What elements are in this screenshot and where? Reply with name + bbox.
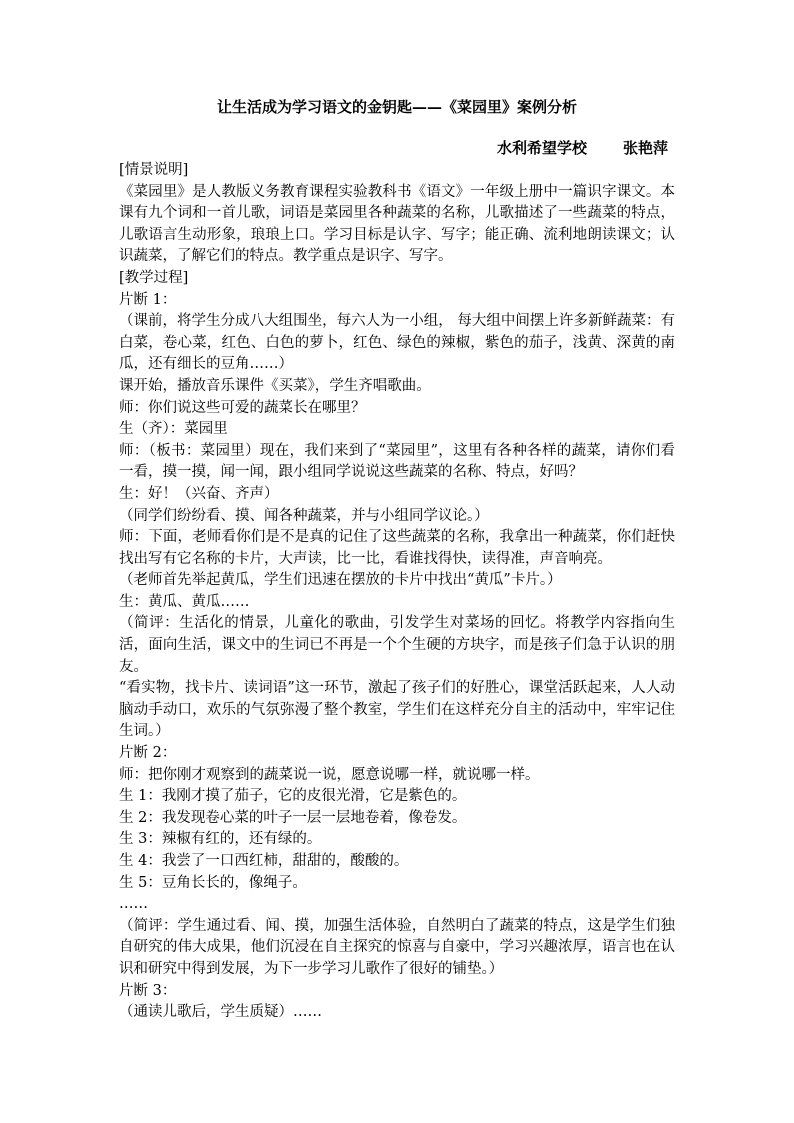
author-name: 张艳萍 <box>622 139 668 157</box>
paragraph: （同学们纷纷看、摸、闻各种蔬菜，并与小组同学议论。） <box>119 507 489 524</box>
section-heading-scenario: [情景说明] <box>119 162 189 178</box>
paragraph: 生（齐）：菜园里 <box>119 421 228 438</box>
paragraph: 师：下面，老师看你们是不是真的记住了这些蔬菜的名称，我拿出一种蔬菜，你们赶快找出写有它名称的卡片，大声读，比一比，看谁找得快，读得准，声音响亮。 <box>119 529 675 567</box>
segment-2-heading: 片断 2： <box>119 745 177 762</box>
paragraph: 师：把你刚才观察到的蔬菜说一说，愿意说哪一样，就说哪一样。 <box>119 766 540 783</box>
paragraph: 生 2：我发现卷心菜的叶子一层一层地卷着，像卷发。 <box>119 809 467 826</box>
paragraph: 生：黄瓜、黄瓜…… <box>119 593 250 610</box>
paragraph: （老师首先举起黄瓜，学生们迅速在摆放的卡片中找出“黄瓜”卡片。） <box>119 572 562 589</box>
document-title: 让生活成为学习语文的金钥匙——《菜园里》案例分析 <box>216 98 577 116</box>
paragraph: 课开始，播放音乐课件《买菜》，学生齐唱歌曲。 <box>119 377 431 394</box>
section-heading-process: [教学过程] <box>119 269 189 286</box>
paragraph: 生 1：我刚才摸了茄子，它的皮很光滑，它是紫色的。 <box>119 788 467 805</box>
paragraph: （通读儿歌后，学生质疑）…… <box>119 1004 322 1021</box>
comment-paragraph: （简评：学生通过看、闻、摸，加强生活体验，自然明白了蔬菜的特点，这是学生们独自研究的伟大成果，他们沉浸在自主探究的惊喜与自豪中，学习兴趣浓厚，语言也在认识和研究中得到发展，为下一步学习儿歌作了很好的铺垫。） <box>119 917 675 977</box>
paragraph: 生 5：豆角长长的，像绳子。 <box>119 874 307 891</box>
segment-1-heading: 片断 1： <box>119 291 177 308</box>
paragraph: 生 4：我尝了一口西红柿，甜甜的，酸酸的。 <box>119 853 409 869</box>
paragraph-intro: 《菜园里》是人教版义务教育课程实验教科书《语文》一年级上册中一篇识字课文。本课有九个词和一首儿歌，词语是菜园里各种蔬菜的名称，儿歌描述了一些蔬菜的特点，儿歌语言生动形象，琅琅上口。学习目标是认字、写字；能正确、流利地朗读课文；认识蔬菜，了解它们的特点。教学重点是识字、写字。 <box>119 183 675 265</box>
paragraph: 生：好！（兴奋、齐声） <box>119 485 279 502</box>
comment-paragraph: “看实物，找卡片、读词语”这一环节，激起了孩子们的好胜心，课堂活跃起来，人人动脑动手动口，欢乐的气氛弥漫了整个教室，学生们在这样充分自主的活动中，牢牢记住生词。） <box>119 680 675 740</box>
author-line <box>497 137 668 159</box>
paragraph: 师：你们说这些可爱的蔬菜长在哪里？ <box>119 399 366 416</box>
document-body <box>119 160 675 1024</box>
segment-3-heading: 片断 3： <box>119 982 177 999</box>
paragraph: 师：（板书：菜园里）现在，我们来到了“菜园里”，这里有各种各样的蔬菜，请你们看一看，摸一摸，闻一闻，跟小组同学说说这些蔬菜的名称、特点，好吗？ <box>119 442 675 481</box>
school-name: 水利希望学校 <box>496 139 587 157</box>
comment-paragraph: （简评：生活化的情景，儿童化的歌曲，引发学生对菜场的回忆。将教学内容指向生活，面向生活，课文中的生词已不再是一个个生硬的方块字，而是孩子们急于认识的朋友。 <box>119 615 675 675</box>
paragraph: （课前，将学生分成八大组围坐，每六人为一小组， 每大组中间摆上许多新鲜蔬菜：有白菜，卷心菜，红色、白色的萝卜，红色、绿色的辣椒，紫色的茄子，浅黄、深黄的南瓜，还有细长的豆角……） <box>119 313 675 373</box>
paragraph: 生 3：辣椒有红的，还有绿的。 <box>119 831 322 848</box>
ellipsis-line: …… <box>119 896 148 913</box>
